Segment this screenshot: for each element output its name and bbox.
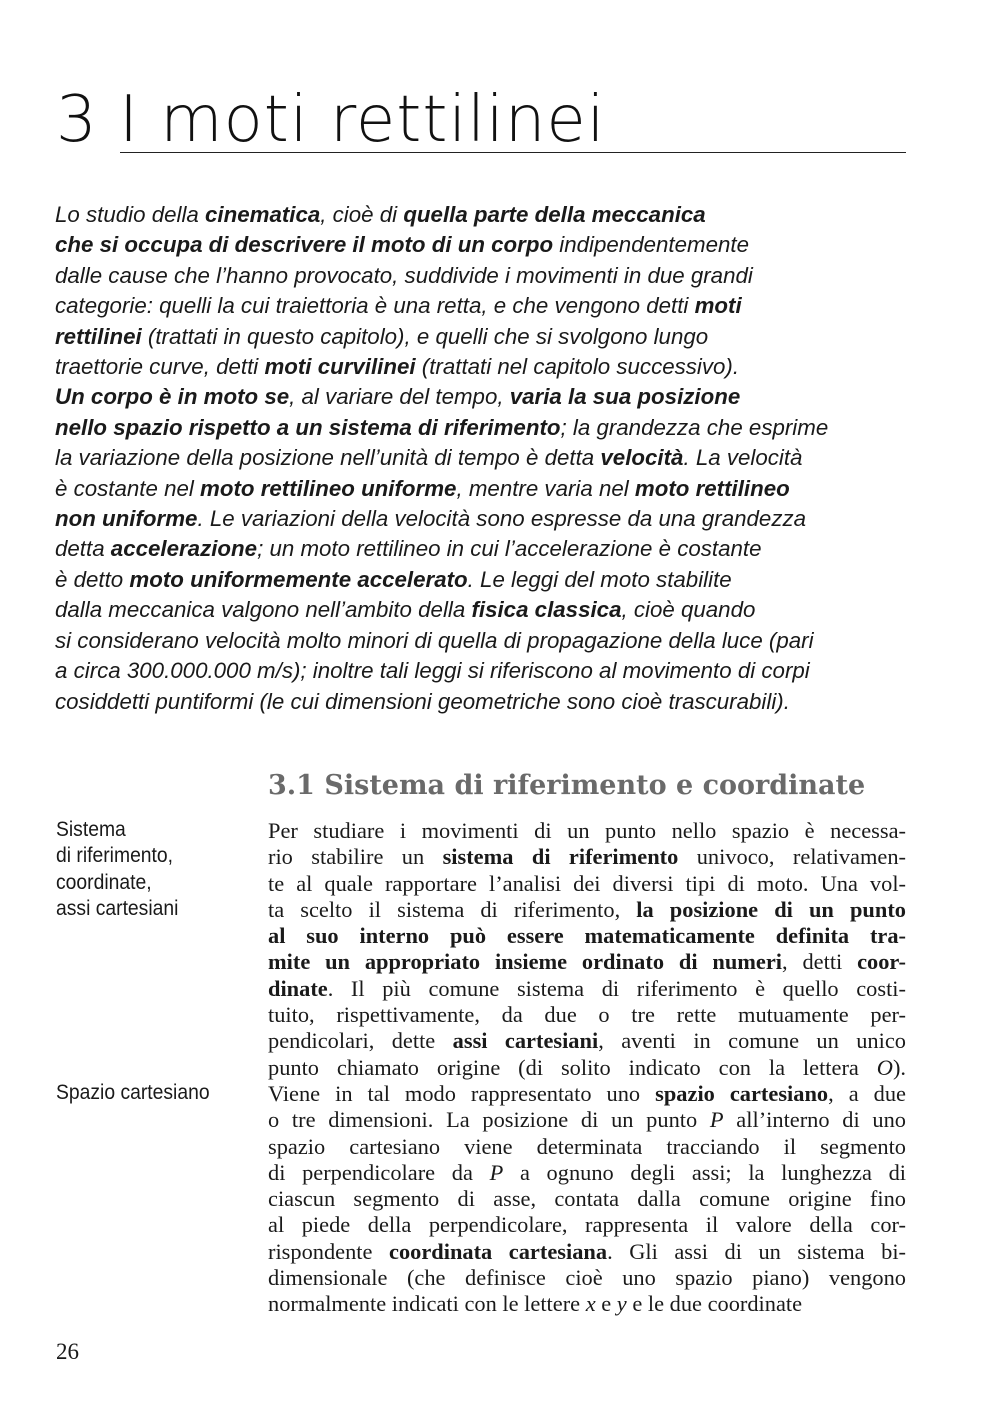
chapter-title-rule xyxy=(120,152,906,153)
body-line: pendicolari, dette assi cartesiani, aventi in comune un unico xyxy=(268,1028,906,1054)
body-line: dimensionale (che definisce cioè uno spazio piano) vengono xyxy=(268,1265,906,1291)
intro-line: che si occupa di descrivere il moto di un corpo indipendentemente xyxy=(55,232,749,258)
intro-line: Un corpo è in moto se, al variare del tempo, varia la sua posizione xyxy=(55,384,741,410)
body-line: rio stabilire un sistema di riferimento univoco, relativamen- xyxy=(268,844,906,870)
body-line: ta scelto il sistema di riferimento, la posizione di un punto xyxy=(268,896,906,922)
body-line: te al quale rapportare l’analisi dei diversi tipi di moto. Una vol- xyxy=(268,870,906,896)
body-line: al suo interno può essere matematicamente definita tra- xyxy=(268,923,906,949)
section-body xyxy=(268,818,906,1318)
body-line: Viene in tal modo rappresentato uno spazio cartesiano, a due xyxy=(268,1080,906,1106)
margin-note-line: coordinate, xyxy=(56,870,152,894)
body-line: tuito, rispettivamente, da due o tre rette mutuamente per- xyxy=(268,1002,906,1028)
margin-note-sistema xyxy=(56,817,189,922)
intro-line: Lo studio della cinematica, cioè di quella parte della meccanica xyxy=(55,202,706,227)
chapter-intro xyxy=(55,200,915,717)
margin-note-line: assi cartesiani xyxy=(56,896,179,920)
body-line: punto chiamato origine (di solito indicato con la lettera O). xyxy=(268,1054,906,1080)
margin-note-spazio-cartesiano xyxy=(56,1080,223,1106)
body-line: Per studiare i movimenti di un punto nello spazio è necessa- xyxy=(268,818,906,843)
page-number: 26 xyxy=(56,1339,79,1364)
intro-line: rettilinei (trattati in questo capitolo), e quelli che si svolgono lungo xyxy=(55,323,709,349)
intro-line: la variazione della posizione nell’unità di tempo è detta velocità. La velocità xyxy=(55,445,803,471)
body-line: di perpendicolare da P a ognuno degli assi; la lunghezza di xyxy=(268,1159,906,1185)
margin-note-line: di riferimento, xyxy=(56,844,174,868)
body-line: spazio cartesiano viene determinata tracciando il segmento xyxy=(268,1133,906,1159)
body-line: ciascun segmento di asse, contata dalla comune origine fino xyxy=(268,1186,906,1212)
body-line: al piede della perpendicolare, rappresenta il valore della cor- xyxy=(268,1212,906,1238)
intro-line: si considerano velocità molto minori di quella di propagazione della luce (pari xyxy=(55,627,814,653)
intro-line: dalla meccanica valgono nell’ambito della fisica classica, cioè quando xyxy=(55,597,756,623)
intro-line: è detto moto uniformemente accelerato. Le leggi del moto stabilite xyxy=(55,566,732,592)
intro-line: non uniforme. Le variazioni della velocità sono espresse da una grandezza xyxy=(55,506,807,532)
body-line: rispondente coordinata cartesiana. Gli assi di un sistema bi- xyxy=(268,1238,906,1264)
intro-line: categorie: quelli la cui traiettoria è una retta, e che vengono detti moti xyxy=(55,293,742,319)
intro-line: detta accelerazione; un moto rettilineo in cui l’accelerazione è costante xyxy=(55,536,762,562)
intro-line: è costante nel moto rettilineo uniforme, mentre varia nel moto rettilineo xyxy=(55,475,790,501)
intro-line: a circa 300.000.000 m/s); inoltre tali leggi si riferiscono al movimento di corpi xyxy=(55,658,810,684)
body-line: normalmente indicati con le lettere x e y e le due coordinate xyxy=(268,1291,803,1317)
intro-line: cosiddetti puntiformi (le cui dimensioni geometriche sono cioè trascurabili). xyxy=(55,688,790,714)
margin-note-line: Spazio cartesiano xyxy=(56,1081,210,1104)
body-line: o tre dimensioni. La posizione di un punto P all’interno di uno xyxy=(268,1107,907,1133)
chapter-title: 3 I moti rettilinei xyxy=(56,83,606,157)
intro-line: nello spazio rispetto a un sistema di riferimento; la grandezza che esprime xyxy=(55,414,829,440)
intro-line: dalle cause che l’hanno provocato, suddivide i movimenti in due grandi xyxy=(55,262,753,288)
body-line: mite un appropriato insieme ordinato di numeri, detti coor- xyxy=(268,949,906,975)
body-line: dinate. Il più comune sistema di riferimento è quello costi- xyxy=(268,975,906,1001)
margin-note-line: Sistema xyxy=(56,818,126,841)
section-title: 3.1 Sistema di riferimento e coordinate xyxy=(268,770,866,801)
intro-line: traettorie curve, detti moti curvilinei (trattati nel capitolo successivo). xyxy=(55,354,740,380)
